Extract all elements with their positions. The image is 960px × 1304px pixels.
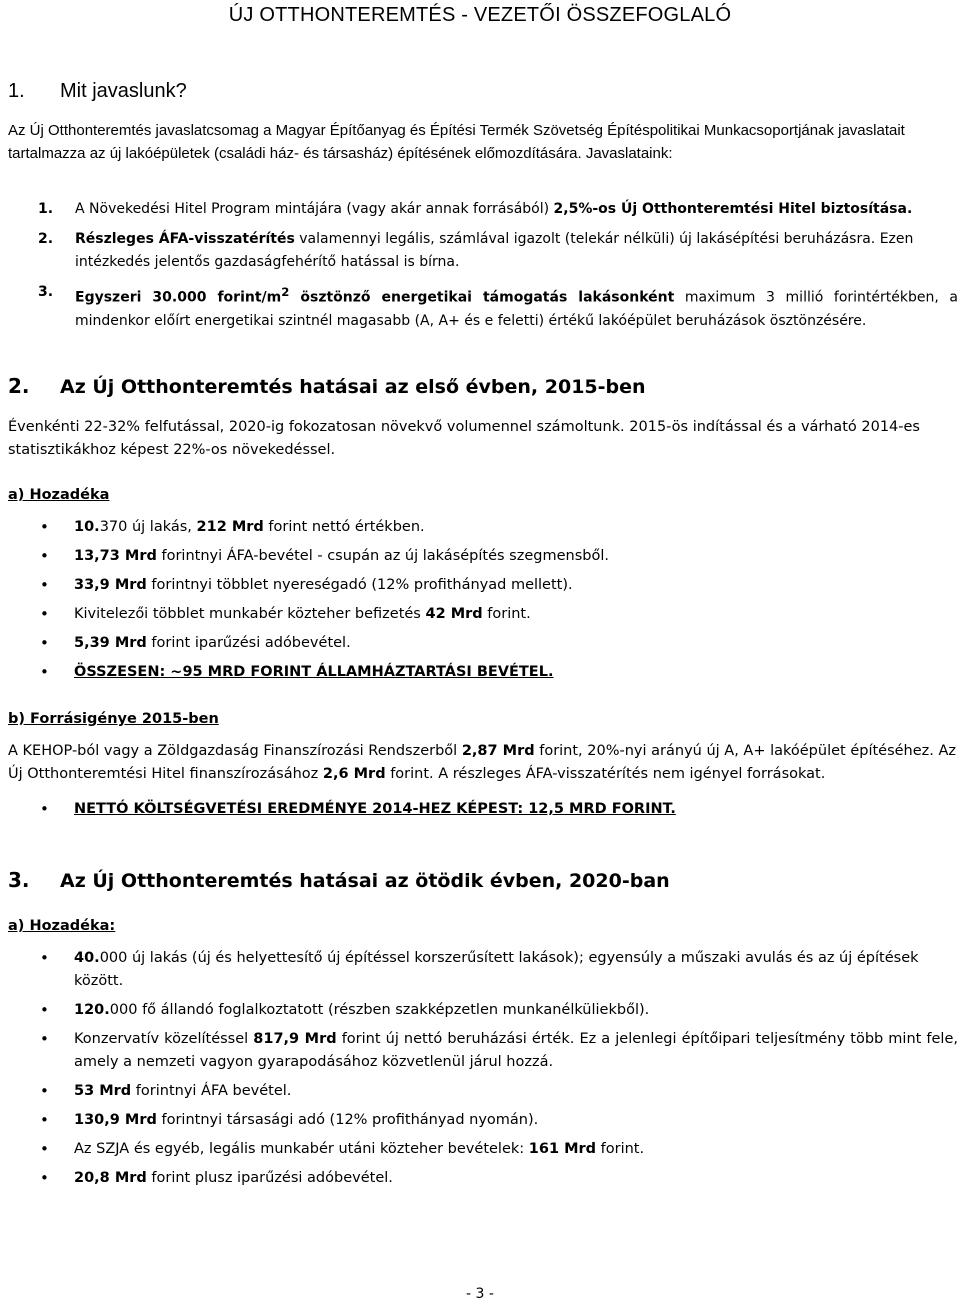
item-text: valamennyi legális, számlával igazolt (telekár nélküli) új lakásépítési beruházásra. Ezen intézkedés jelentős gazdaságfehérítő hatással is bírna.	[75, 231, 914, 270]
section-number: 3.	[8, 868, 30, 892]
subheading-a: a) Hozadéka	[8, 487, 110, 503]
text: Az SZJA és egyéb, legális munkabér utáni közteher bevételek:	[74, 1141, 529, 1157]
text: forint plusz iparűzési adóbevétel.	[146, 1170, 393, 1186]
item-number: 3.	[38, 284, 54, 300]
section-title: Mit javaslunk?	[60, 80, 187, 102]
total-text: ÖSSZESEN: ~95 MRD FORINT ÁLLAMHÁZTARTÁSI BEVÉTEL.	[74, 664, 554, 680]
net-result-list	[38, 798, 958, 827]
list-item	[38, 632, 958, 655]
superscript: 2	[281, 285, 290, 299]
section-1-intro	[8, 119, 958, 165]
bold-text: 130,9 Mrd	[74, 1112, 157, 1128]
section-title: Az Új Otthonteremtés hatásai az első évben, 2015-ben	[60, 376, 646, 398]
list-item	[38, 798, 958, 821]
text: forint.	[482, 606, 531, 622]
bold-text: 212 Mrd	[196, 519, 264, 535]
text: forint, 20%-nyi arányú új A, A+ lakóépület építéséhez. Az Új Otthonteremtési Hitel finanszírozásához	[8, 743, 957, 782]
text: forint nettó értékben.	[263, 519, 425, 535]
intro-lead: Javaslataink:	[585, 145, 673, 162]
list-item	[38, 228, 958, 274]
text: forint.	[596, 1141, 645, 1157]
text: 370 új lakás,	[99, 519, 197, 535]
text: forintnyi ÁFA bevétel.	[131, 1083, 292, 1099]
subheading-b: b) Forrásigénye 2015-ben	[8, 711, 219, 727]
item-emphasis: 000 forint/m	[177, 289, 282, 306]
bold-text: 120.	[74, 1002, 110, 1018]
proposal-list	[38, 198, 958, 340]
page-number: - 3 -	[466, 1286, 494, 1302]
list-item	[38, 574, 958, 597]
bold-text: 5,39 Mrd	[74, 635, 147, 651]
list-item	[38, 1138, 958, 1161]
bold-text: 817,9 Mrd	[253, 1031, 337, 1047]
net-result-text: NETTÓ KÖLTSÉGVETÉSI EREDMÉNYE 2014-HEZ KÉPEST: 12,5 MRD FORINT.	[74, 801, 676, 817]
item-emphasis: ösztönző energetikai támogatás lakásonként	[289, 289, 675, 306]
list-item	[38, 999, 958, 1022]
text: 000 fő állandó foglalkoztatott (részben szakképzetlen munkanélküliekből).	[109, 1002, 650, 1018]
intro-text: Az Új Otthonteremtés javaslatcsomag a Magyar Építőanyag és Építési Termék Szövetség Építéspolitikai Munkacsoportjának javaslatait tartalmazza az új lakóépületek (családi ház- és társasház) építésének előmozdítására.	[8, 122, 905, 162]
text: A KEHOP-ból vagy a Zöldgazdaság Finanszírozási Rendszerből	[8, 743, 462, 759]
item-emphasis: Részleges ÁFA-visszatérítés	[75, 231, 295, 247]
bold-text: 10.	[74, 519, 100, 535]
section-2-heading	[8, 374, 646, 398]
bold-text: 33,9 Mrd	[74, 577, 147, 593]
list-item	[38, 198, 958, 221]
bold-text: 40.	[74, 950, 100, 966]
item-number: 1.	[38, 201, 54, 217]
bold-text: 20,8 Mrd	[74, 1170, 147, 1186]
text: forintnyi társasági adó (12% profithányad nyomán).	[156, 1112, 539, 1128]
item-text: A Növekedési Hitel Program mintájára (vagy akár annak forrásából)	[75, 201, 554, 217]
section-title: Az Új Otthonteremtés hatásai az ötödik évben, 2020-ban	[60, 870, 670, 892]
section-3-heading	[8, 868, 670, 892]
list-item	[38, 516, 958, 539]
section-1-heading	[8, 80, 187, 103]
text: forint új nettó beruházási érték. Ez a jelenlegi építőipari teljesítmény több mint fele, amely a nemzeti vagyon gyarapodásához közvetlenül járul hozzá.	[74, 1031, 958, 1070]
list-item	[38, 1028, 958, 1074]
section-2-paragraph: Évenkénti 22-32% felfutással, 2020-ig fokozatosan növekvő volumennel számoltunk. 2015-ös indítással és a várható 2014-es statisztikákhoz képest 22%-os növekedéssel.	[8, 419, 920, 458]
list-item	[38, 545, 958, 568]
item-emphasis: Egyszeri 30.	[75, 289, 178, 306]
item-emphasis: 2,5%-os Új Otthonteremtési Hitel biztosítása.	[553, 201, 913, 217]
bold-text: 2,6 Mrd	[322, 766, 386, 782]
section-number: 2.	[8, 374, 30, 398]
subheading-a-2020: a) Hozadéka:	[8, 918, 116, 934]
bold-text: 13,73 Mrd	[74, 548, 157, 564]
list-item	[38, 1109, 958, 1132]
list-item	[38, 603, 958, 626]
funding-paragraph	[8, 740, 958, 786]
list-item	[38, 947, 958, 993]
benefits-list-2020	[38, 947, 958, 1196]
text: forintnyi többlet nyereségadó (12% profithányad mellett).	[146, 577, 573, 593]
list-item	[38, 1167, 958, 1190]
text: 000 új lakás (új és helyettesítő új építéssel korszerűsített lakások); egyensúly a műszaki avulás és az új építések között.	[74, 950, 919, 989]
text: forintnyi ÁFA-bevétel - csupán az új lakásépítés szegmensből.	[156, 548, 609, 564]
list-item	[38, 1080, 958, 1103]
text: forint. A részleges ÁFA-visszatérítés nem igényel forrásokat.	[385, 766, 826, 782]
bold-text: 161 Mrd	[528, 1141, 597, 1157]
text: Konzervatív közelítéssel	[74, 1031, 254, 1047]
bold-text: 53 Mrd	[74, 1083, 132, 1099]
section-number: 1.	[8, 80, 25, 102]
item-text: maximum 3 millió forintértékben, a mindenkor előírt energetikai szintnél magasabb (A, A+ és e feletti) értékű lakóépület beruházások ösztönzésére.	[75, 289, 958, 329]
page-title: ÚJ OTTHONTEREMTÉS - VEZETŐI ÖSSZEFOGLALÓ	[228, 4, 732, 26]
text: forint iparűzési adóbevétel.	[146, 635, 351, 651]
benefits-list	[38, 516, 958, 690]
text: Kivitelezői többlet munkabér közteher befizetés	[74, 606, 426, 622]
list-item	[38, 281, 958, 333]
bold-text: 42 Mrd	[425, 606, 483, 622]
item-number: 2.	[38, 231, 54, 247]
bold-text: 2,87 Mrd	[461, 743, 535, 759]
list-item-total	[38, 661, 958, 684]
